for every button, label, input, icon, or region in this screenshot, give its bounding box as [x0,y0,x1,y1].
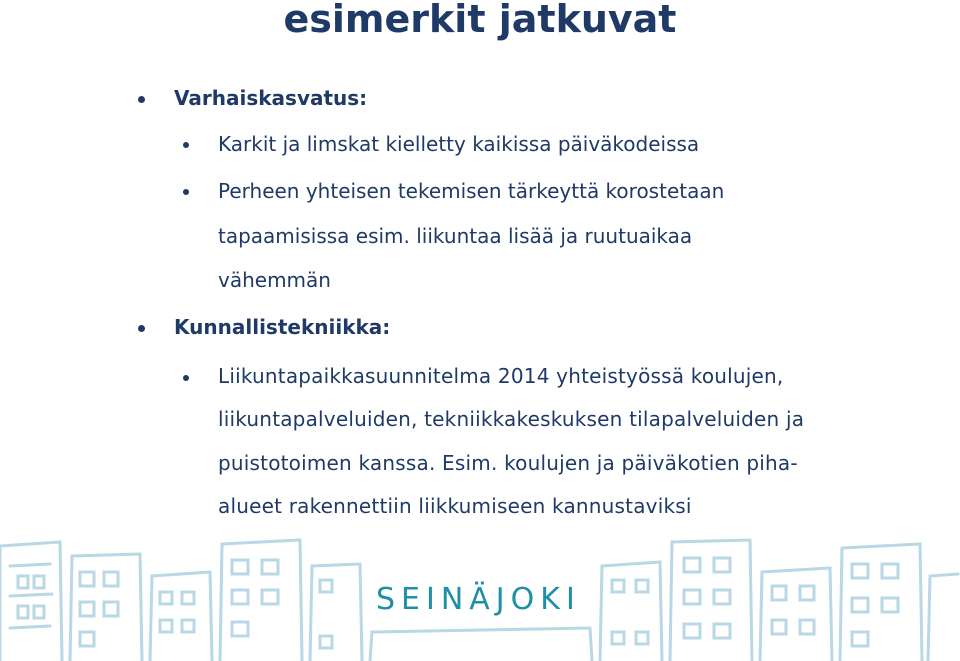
list-item-continuation: vähemmän [218,268,331,292]
bullet-level2 [183,142,189,148]
list-item: Perheen yhteisen tekemisen tärkeyttä korostetaan [218,179,725,203]
list-item-continuation: tapaamisissa esim. liikuntaa lisää ja ruutuaikaa [218,224,693,248]
bullet-level1 [138,96,145,103]
list-item-continuation: liikuntapalveluiden, tekniikkakeskuksen tilapalveluiden ja [218,407,805,431]
section-heading-kunnallistekniikka: Kunnallistekniikka: [174,315,391,339]
bullet-level1 [138,325,145,332]
list-item-continuation: alueet rakennettiin liikkumiseen kannustaviksi [218,494,692,518]
page-title: esimerkit jatkuvat [283,0,677,41]
list-item-continuation: puistotoimen kanssa. Esim. koulujen ja päiväkotien piha- [218,451,798,475]
bullet-level2 [183,375,189,381]
section-heading-varhaiskasvatus: Varhaiskasvatus: [174,86,368,110]
bullet-level2 [183,189,189,195]
list-item: Karkit ja limskat kielletty kaikissa päiväkodeissa [218,132,700,156]
list-item: Liikuntapaikkasuunnitelma 2014 yhteistyössä koulujen, [218,364,784,388]
seinajoki-logo: SEINÄJOKI [376,582,581,617]
